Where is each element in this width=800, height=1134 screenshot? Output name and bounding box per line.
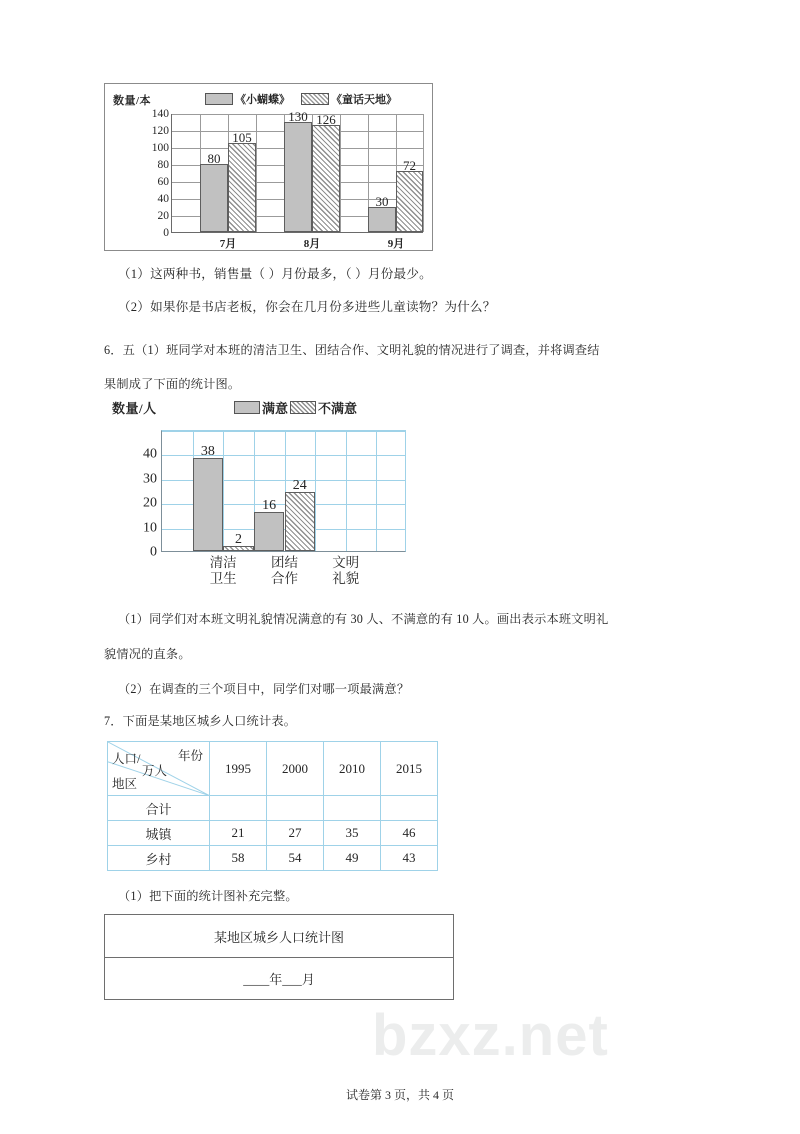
chart2-plot-area [143,430,406,586]
page-footer: 试卷第 3 页，共 4 页 [345,1088,454,1102]
chart1-y-axis-label: 数量/本 [113,95,152,107]
chart1-ytick-40: 40 [157,192,169,205]
chart1-legend-label-1: 《小蝴蝶》 [235,94,290,106]
chart1-xtick-aug: 8月 [303,238,321,250]
bar-value: 30 [375,193,389,209]
question-6-1-line1: （1）同学们对本班文明礼貌情况满意的有 30 人、不满意的有 10 人。画出表示本班文明礼 [118,612,609,626]
legend-swatch-solid-icon [234,401,260,414]
site-watermark: bzxz.net [372,1003,609,1068]
legend-swatch-solid-icon [205,93,233,105]
chart2-legend-label-2: 不满意 [318,401,358,416]
bar-aug-tonghuatiandi [312,111,340,232]
chart1-ytick-100: 100 [151,141,169,154]
table-year-2015: 2015 [381,742,438,796]
question-5-1: （1）这两种书，销售量（ ）月份最多，（ ）月份最少。 [118,267,432,281]
cell-rural-2015: 43 [381,846,438,871]
chart1-plot-area [151,107,423,250]
bar-sep-xiaohudie [368,193,396,233]
xtick-line2: 礼貌 [332,570,360,586]
chart2-xtick-manners [332,555,359,586]
cell-total-2010[interactable] [324,796,381,821]
cell-total-1995[interactable] [210,796,267,821]
cell-urban-2015: 46 [381,821,438,846]
xtick-line2: 合作 [271,570,298,586]
chart1-ytick-0: 0 [163,226,169,239]
statbox-date-line[interactable]: ____年___月 [243,972,315,987]
question-6-1-line2: 貌情况的直条。 [104,647,191,661]
question-6-stem-line2: 果制成了下面的统计图。 [104,377,241,391]
legend-swatch-hatch-icon [301,93,329,105]
table-row [108,796,438,821]
cell-urban-2010: 35 [324,821,381,846]
question-6-2: （2）在调查的三个项目中，同学们对哪一项最满意？ [118,682,410,696]
row-label-urban: 城镇 [108,821,210,846]
bar-aug-xiaohudie [284,108,312,233]
chart1-ytick-120: 120 [151,124,169,137]
population-table [107,741,438,871]
table-year-2010: 2010 [324,742,381,796]
chart2-y-axis-label: 数量/人 [112,401,157,416]
bar-hygiene-satisfied [193,444,224,551]
chart1-ytick-20: 20 [157,209,169,222]
xtick-line2: 卫生 [209,570,237,586]
cell-urban-2000: 27 [267,821,324,846]
bar-value: 130 [288,108,308,124]
cell-rural-1995: 58 [210,846,267,871]
book-sales-chart [104,83,433,251]
class-survey-chart [104,398,434,588]
table-year-2000: 2000 [267,742,324,796]
table-corner-cell [108,742,210,796]
bar-value: 2 [234,532,242,548]
corner-label-region: 地区 [112,777,138,791]
xtick-line1: 清洁 [209,555,237,570]
chart2-ytick-40: 40 [143,447,157,463]
bar-value: 126 [316,111,336,127]
bar-value: 80 [207,151,221,166]
bar-value: 24 [292,478,307,494]
chart1-ytick-60: 60 [157,175,169,188]
cell-urban-1995: 21 [210,821,267,846]
chart2-ytick-10: 10 [143,520,157,536]
chart2-legend [234,398,357,417]
statistics-chart-placeholder[interactable] [104,914,454,1000]
bar-jul-tonghuatiandi [228,129,256,232]
table-header-row [108,742,438,796]
table-row [108,846,438,871]
chart1-legend-label-2: 《童话天地》 [331,94,397,106]
bar-jul-xiaohudie [200,151,228,232]
chart1-ytick-80: 80 [157,158,169,171]
bar-teamwork-unsatisfied [285,478,316,551]
question-5-2: （2）如果你是书店老板，你会在几月份多进些儿童读物？为什么？ [118,300,496,314]
chart2-ytick-20: 20 [143,495,157,511]
bar-value: 105 [232,129,252,145]
table-year-1995: 1995 [210,742,267,796]
xtick-line1: 文明 [332,555,360,570]
chart1-xtick-jul: 7月 [219,238,237,250]
chart1-xtick-sep: 9月 [387,238,405,250]
question-7-stem: 7．下面是某地区城乡人口统计表。 [104,714,297,728]
statbox-title: 某地区城乡人口统计图 [105,915,453,958]
cell-rural-2010: 49 [324,846,381,871]
chart2-ytick-0: 0 [150,544,157,560]
chart1-ytick-140: 140 [151,107,169,120]
cell-total-2015[interactable] [381,796,438,821]
bar-teamwork-satisfied [254,498,285,551]
legend-swatch-hatch-icon [290,401,316,414]
question-6-stem-line1: 6．五（1）班同学对本班的清洁卫生、团结合作、文明礼貌的情况进行了调查，并将调查结 [104,343,600,357]
cell-total-2000[interactable] [267,796,324,821]
question-7-1: （1）把下面的统计图补充完整。 [118,889,298,903]
corner-label-population-prefix: 人口/ [112,752,141,766]
corner-label-unit: 万人 [142,764,168,778]
bar-value: 72 [403,157,416,173]
chart1-legend [205,91,406,107]
bar-hygiene-unsatisfied [223,532,254,551]
corner-label-year: 年份 [177,749,203,763]
xtick-line1: 团结 [271,555,298,570]
table-row [108,821,438,846]
cell-rural-2000: 54 [267,846,324,871]
bar-value: 38 [200,444,215,460]
chart2-ytick-30: 30 [143,471,157,487]
row-label-rural: 乡村 [108,846,210,871]
chart2-xtick-hygiene [210,555,237,586]
chart2-legend-label-1: 满意 [262,401,289,416]
bar-value: 16 [262,498,277,513]
row-label-total: 合计 [108,796,210,821]
bar-sep-tonghuatiandi [396,157,423,232]
chart2-xtick-teamwork [271,555,298,586]
